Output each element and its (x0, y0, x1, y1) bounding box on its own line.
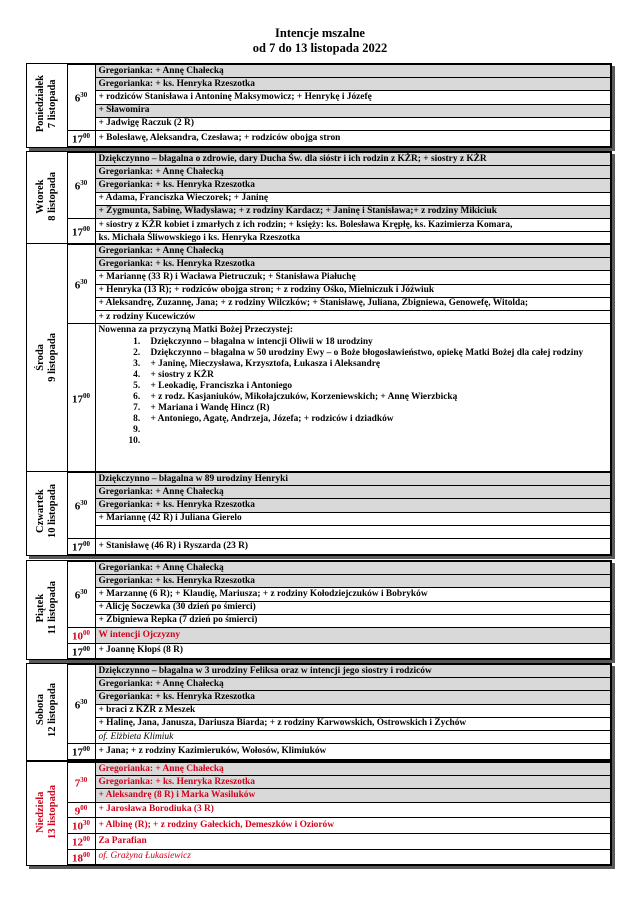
novena-title: Nowenna za przyczyną Matki Bożej Przeczystej: (98, 325, 293, 336)
day-name-label (35, 172, 59, 221)
mass-minute: 00 (80, 803, 88, 812)
intention-text: + Joannę Kłopś (8 R) (95, 643, 611, 659)
day-label (27, 562, 67, 659)
intention-text: Gregorianka: + ks. Henryka Rzeszotka (95, 575, 611, 588)
mass-minute: 30 (80, 499, 88, 508)
table-row (27, 192, 611, 205)
intention-text: + siostry z KŻR kobiet i zmarłych z ich rodzin; + księży: ks. Bolesława Krępłę, ks. Kazimierza Komara, (95, 218, 611, 231)
table-row (27, 78, 611, 91)
intention-text: Gregorianka: + ks. Henryka Rzeszotka (95, 78, 611, 91)
table-row (27, 486, 611, 499)
table-row (27, 297, 611, 310)
day-name-label (35, 75, 59, 132)
table-row (27, 665, 611, 678)
intention-text: + Halinę, Jana, Janusza, Dariusza Biarda; + z rodziny Karwowskich, Ostrowskich i Zychów (95, 717, 611, 730)
intention-text: + rodziców Stanisława i Antoninę Maksymowicz; + Henrykę i Józefę (95, 91, 611, 104)
mass-time (67, 849, 95, 865)
day-date: 11 listopada (46, 581, 58, 635)
mass-time (67, 324, 95, 474)
table-row (27, 627, 611, 643)
mass-time (67, 665, 95, 744)
mass-hour: 17 (72, 646, 83, 659)
mass-hour: 6 (74, 279, 81, 292)
table-row (27, 271, 611, 284)
table-row (27, 117, 611, 130)
mass-time (67, 833, 95, 849)
day-label (27, 153, 67, 245)
mass-hour: 10 (72, 820, 83, 833)
mass-minute: 30 (80, 697, 88, 706)
day-block-4 (26, 560, 612, 660)
intention-text: + z rodziny Kucewiczów (95, 310, 611, 323)
day-label (27, 65, 67, 147)
novena-item: 5. + Leokadię, Franciszka i Antoniego (143, 381, 608, 392)
mass-hour: 17 (72, 541, 83, 554)
intention-text: W intencji Ojczyzny (95, 627, 611, 643)
mass-time (67, 65, 95, 131)
novena-item (143, 436, 608, 447)
table-row (27, 730, 611, 743)
intention-text: Gregorianka: + ks. Henryka Rzeszotka (95, 258, 611, 271)
mass-minute: 30 (80, 277, 88, 286)
intention-text: ks. Michała Śliwowskiego i ks. Henryka Rzeszotka (95, 232, 611, 245)
novena-item: 7. + Mariana i Wandę Hincz (R) (143, 403, 608, 414)
day-name-label (35, 683, 59, 737)
intention-text: + braci z KŻR z Meszek (95, 704, 611, 717)
intention-text: Gregorianka: + ks. Henryka Rzeszotka (95, 776, 611, 789)
mass-minute: 00 (83, 225, 90, 234)
novena-cell (95, 324, 611, 474)
day-block-1 (26, 151, 612, 246)
mass-time (67, 562, 95, 628)
day-block-6 (26, 761, 612, 866)
day-name: Sobota (34, 694, 46, 726)
table-row (27, 130, 611, 146)
intention-text: + Adama, Franciszka Wieczorek; + Janinę (95, 192, 611, 205)
page-title: Intencje mszalne (275, 26, 365, 40)
day-label (27, 665, 67, 760)
day-name-label (35, 333, 59, 382)
mass-minute: 30 (83, 819, 90, 828)
mass-minute: 30 (80, 775, 88, 784)
day-block-2 (26, 243, 612, 475)
table-row (27, 153, 611, 166)
mass-hour: 17 (72, 226, 83, 239)
day-name: Wtorek (34, 179, 46, 214)
intention-text: Gregorianka: + Annę Chałecką (95, 562, 611, 575)
mass-time (67, 218, 95, 244)
intention-text: + Aleksandrę (8 R) i Marka Wasiluków (95, 789, 611, 802)
novena-item: 4. + siostry z KŻR (143, 370, 608, 381)
mass-time (67, 802, 95, 818)
intention-text: Dziękczynno – błagalna o zdrowie, dary Ducha Św. dla sióstr i ich rodzin z KŻR; + siostry z KŻR (95, 153, 611, 166)
intention-text: of. Grażyna Łukasiewicz (95, 849, 611, 865)
day-name-label (35, 484, 59, 538)
mass-time (67, 627, 95, 643)
day-label (27, 245, 67, 474)
table-row (27, 512, 611, 525)
novena-item: 8. + Antoniego, Agatę, Andrzeja, Józefa; + rodziców i dziadków (143, 414, 608, 425)
intention-text: Dziękczynno – błagalna w 89 urodziny Henryki (95, 473, 611, 486)
intention-text: Gregorianka: + Annę Chałecką (95, 486, 611, 499)
intention-text: + Jana; + z rodziny Kazimieruków, Wołosów, Klimiuków (95, 744, 611, 760)
day-date: 12 listopada (46, 682, 58, 737)
mass-time (67, 153, 95, 219)
mass-hour: 6 (74, 500, 81, 513)
intention-text: + Aleksandrę, Zuzannę, Jana; + z rodziny Wilczków; + Stanisławę, Juliana, Zbigniewa, Genowefę, Witolda; (95, 297, 611, 310)
table-row (27, 802, 611, 818)
mass-minute: 00 (83, 834, 90, 843)
table-row (27, 744, 611, 760)
day-date: 7 listopada (46, 78, 58, 128)
mass-hour: 18 (72, 852, 83, 865)
mass-hour: 6 (74, 180, 81, 193)
intention-text: + Alicję Soczewka (30 dzień po śmierci) (95, 601, 611, 614)
intention-text: + Marzannę (6 R); + Klaudię, Mariusza; + z rodziny Kołodziejczuków i Bobryków (95, 588, 611, 601)
novena-item: 2. Dziękczynno – błagalna w 50 urodziny Ewy – o Boże błogosławieństwo, opiekę Matki Bożej dla całej rodziny (143, 348, 608, 359)
intention-text: + Mariannę (42 R) i Juliana Gierelo (95, 512, 611, 525)
table-row (27, 179, 611, 192)
day-name: Poniedziałek (34, 74, 46, 132)
day-date: 13 listopada (46, 784, 58, 839)
table-row (27, 473, 611, 486)
mass-hour: 6 (74, 699, 81, 712)
intention-text: Dziękczynno – błagalna w 3 urodziny Feliksa oraz w intencji jego siostry i rodziców (95, 665, 611, 678)
table-row (27, 258, 611, 271)
table-row (27, 763, 611, 776)
table-row (27, 525, 611, 538)
table-row (27, 818, 611, 834)
mass-minute: 00 (83, 745, 90, 754)
table-row (27, 776, 611, 789)
intention-text: + Stanisławę (46 R) i Ryszarda (23 R) (95, 538, 611, 554)
intention-text: + Sławomira (95, 104, 611, 117)
table-row (27, 562, 611, 575)
day-name-label (35, 581, 59, 634)
novena-item: 6. + z rodz. Kasjaniuków, Mikołajczuków, Korzeniewskich; + Annę Wierzbicką (143, 392, 608, 403)
day-name: Czwartek (34, 489, 46, 534)
mass-hour: 6 (74, 589, 81, 602)
novena-item: 1. Dziękczynno – błagalna w intencji Oliwii w 18 urodziny (143, 337, 608, 348)
mass-hour: 10 (72, 630, 83, 643)
mass-time (67, 818, 95, 834)
table-row (27, 614, 611, 627)
mass-minute: 30 (80, 91, 88, 100)
table-row (27, 245, 611, 258)
table-row (27, 205, 611, 218)
table-row (27, 717, 611, 730)
day-block-3 (26, 471, 612, 556)
table-row (27, 91, 611, 104)
table-row (27, 284, 611, 297)
day-name: Niedziela (34, 790, 46, 833)
table-row (27, 833, 611, 849)
day-block-5 (26, 663, 612, 761)
novena-item (143, 425, 608, 436)
table-row (27, 218, 611, 231)
mass-minute: 30 (80, 179, 88, 188)
mass-hour: 17 (72, 393, 83, 406)
intention-text: Gregorianka: + ks. Henryka Rzeszotka (95, 179, 611, 192)
mass-time (67, 130, 95, 146)
mass-minute: 00 (83, 539, 90, 548)
table-row (27, 704, 611, 717)
table-row (27, 678, 611, 691)
table-row (27, 601, 611, 614)
intention-text: + Mariannę (33 R) i Wacława Pietruczuk; + Stanisława Piałuchę (95, 271, 611, 284)
day-name: Środa (34, 343, 46, 371)
page-subtitle: od 7 do 13 listopada 2022 (252, 41, 388, 55)
day-name-label (35, 785, 59, 839)
table-row (27, 166, 611, 179)
intention-text: Gregorianka: + Annę Chałecką (95, 763, 611, 776)
mass-hour: 7 (74, 777, 81, 790)
mass-hour: 6 (74, 92, 81, 105)
novena-item: 3. + Janinę, Mieczysława, Krzysztofa, Łukasza i Aleksandrę (143, 359, 608, 370)
day-name: Piątek (34, 593, 46, 623)
mass-minute: 00 (83, 131, 90, 140)
day-block-0 (26, 63, 612, 148)
intention-text: + Jarosława Borodiuka (3 R) (95, 802, 611, 818)
intention-text: + Jadwigę Raczuk (2 R) (95, 117, 611, 130)
intention-text: Gregorianka: + ks. Henryka Rzeszotka (95, 691, 611, 704)
novena-list (99, 337, 608, 447)
intention-text: of. Elżbieta Klimiuk (95, 730, 611, 743)
day-date: 9 listopada (46, 332, 58, 382)
table-row (27, 538, 611, 554)
mass-minute: 00 (83, 644, 90, 653)
mass-time (67, 763, 95, 803)
table-row (27, 691, 611, 704)
table-row (27, 588, 611, 601)
day-date: 8 listopada (46, 172, 58, 222)
day-label (27, 763, 67, 865)
intention-text: Gregorianka: + Annę Chałecką (95, 65, 611, 78)
mass-time (67, 643, 95, 659)
mass-hour: 12 (72, 836, 83, 849)
mass-time (67, 744, 95, 760)
mass-hour: 9 (74, 805, 81, 818)
table-row (27, 499, 611, 512)
table-row (27, 643, 611, 659)
mass-hour: 17 (72, 133, 83, 146)
intention-text: + Albinę (R); + z rodziny Gałeckich, Demeszków i Oziorów (95, 818, 611, 834)
table-row (27, 104, 611, 117)
table-row (27, 324, 611, 474)
mass-minute: 00 (83, 628, 90, 637)
page-header (0, 26, 640, 56)
mass-time (67, 473, 95, 539)
intention-text: + Zbigniewa Repka (7 dzień po śmierci) (95, 614, 611, 627)
intention-text: Za Parafian (95, 833, 611, 849)
mass-minute: 00 (83, 392, 90, 401)
day-date: 10 listopada (46, 484, 58, 539)
intention-text: Gregorianka: + ks. Henryka Rzeszotka (95, 499, 611, 512)
mass-time (67, 538, 95, 554)
table-row (27, 65, 611, 78)
intention-text: + Bolesławę, Aleksandra, Czesława; + rodziców obojga stron (95, 130, 611, 146)
mass-hour: 17 (72, 746, 83, 759)
intention-text: + Zygmunta, Sabinę, Władysława; + z rodziny Kardacz; + Janinę i Stanisława;+ z rodziny Mikiciuk (95, 205, 611, 218)
day-label (27, 473, 67, 555)
intention-text (95, 525, 611, 538)
table-row (27, 310, 611, 323)
table-row (27, 789, 611, 802)
mass-minute: 30 (80, 588, 88, 597)
table-row (27, 575, 611, 588)
intention-text: + Henryka (13 R); + rodziców obojga stron; + z rodziny Ośko, Mielniczuk i Jóźwiuk (95, 284, 611, 297)
mass-time (67, 245, 95, 324)
intention-text: Gregorianka: + Annę Chałecką (95, 166, 611, 179)
mass-minute: 00 (83, 850, 90, 859)
intention-text: Gregorianka: + Annę Chałecką (95, 678, 611, 691)
intention-text: Gregorianka: + Annę Chałecką (95, 245, 611, 258)
table-row (27, 849, 611, 865)
